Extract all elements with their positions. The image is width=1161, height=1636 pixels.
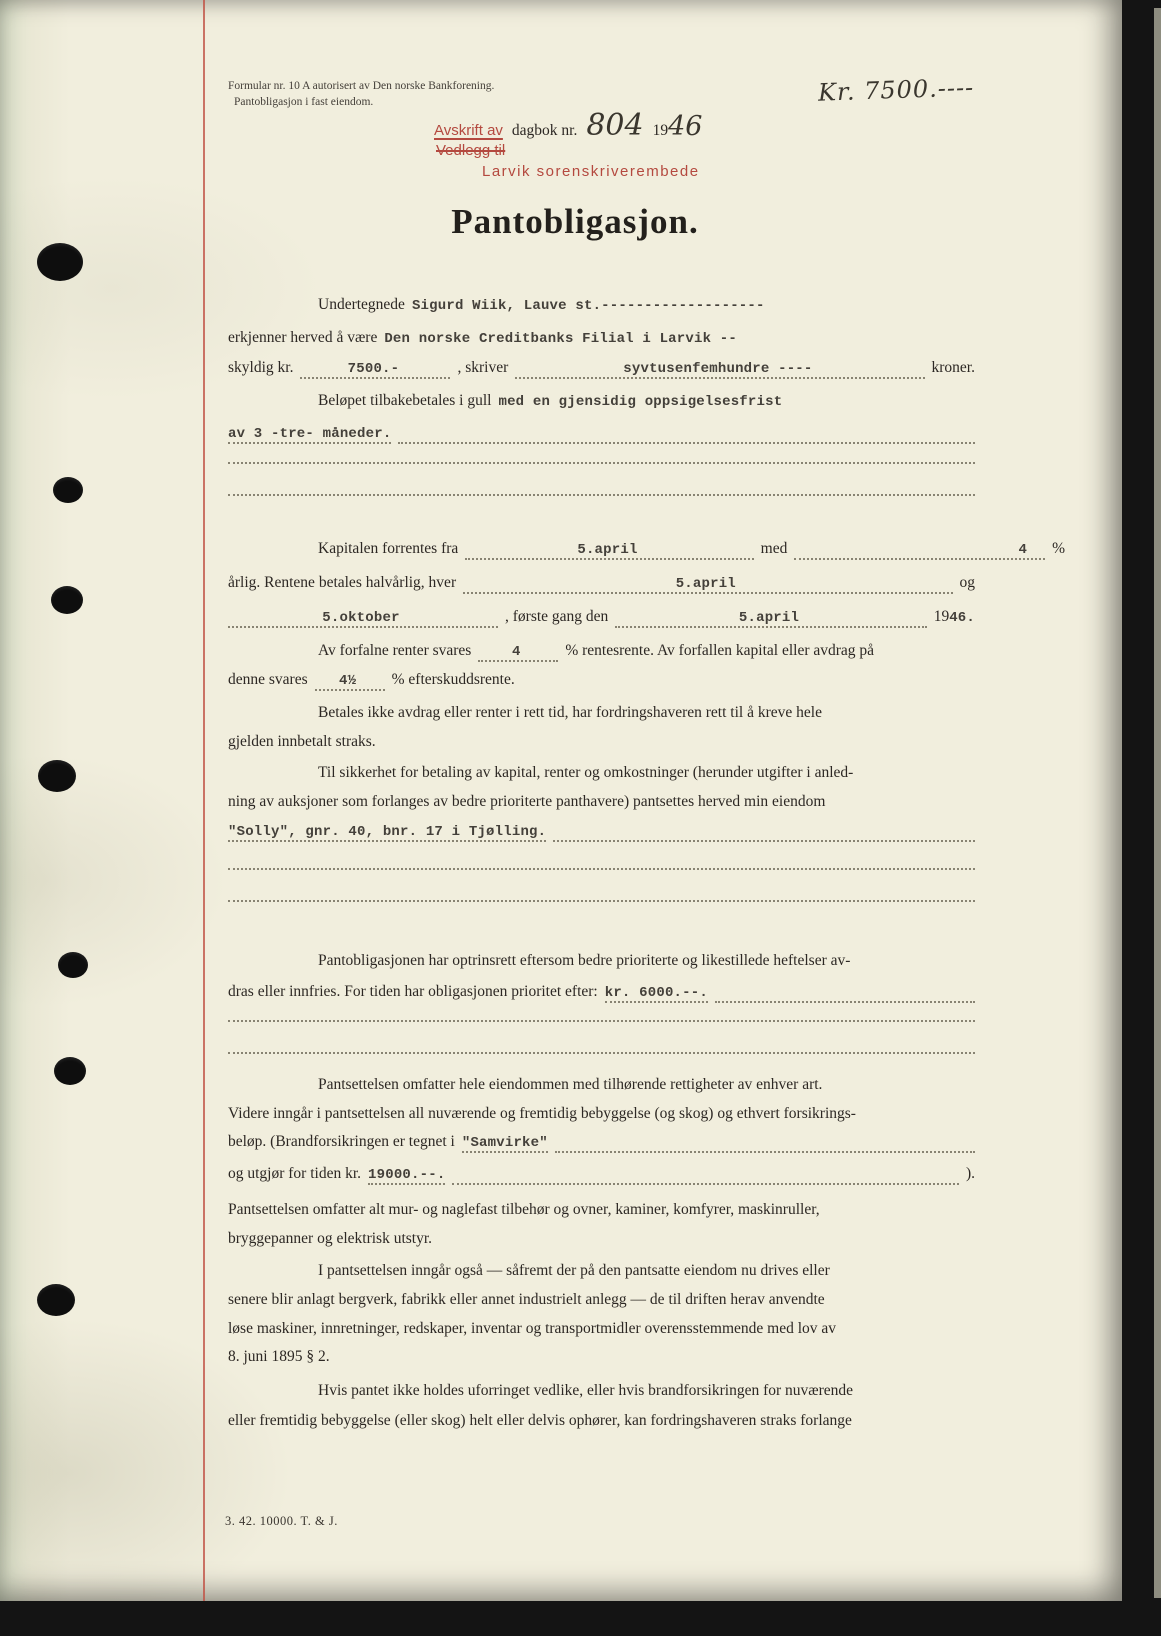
dotted-fill (300, 359, 450, 379)
line-industry-3 (228, 1320, 975, 1338)
typed-amount: 7500.- (347, 361, 400, 377)
year-group (934, 608, 975, 626)
typed-debtor-name: Sigurd Wiik, Lauve st.------------------- (411, 298, 765, 314)
dotted-rule (228, 462, 975, 464)
line-insurance-company (228, 1133, 975, 1153)
punch-hole (53, 477, 83, 503)
dotted-fill (465, 540, 753, 560)
typed-date: 5.april (577, 542, 638, 558)
typed-notice-months: av 3 -tre- måneder. (228, 426, 392, 442)
printed-text: Av forfalne renter svares (318, 642, 472, 659)
line-fixtures-1 (228, 1201, 975, 1219)
printed-text: med (760, 540, 788, 557)
dotted-fill (715, 983, 975, 1003)
printed-text: bryggepanner og elektrisk utstyr. (228, 1230, 433, 1247)
dagbok-year-printed: 19 (652, 122, 669, 139)
line-fixtures-2 (228, 1230, 975, 1248)
printed-text: løse maskiner, innretninger, redskaper, inventar og transportmidler overensstemmende med lov av (228, 1320, 837, 1337)
dotted-fill (555, 1133, 975, 1153)
typed-creditor-name: Den norske Creditbanks Filial i Larvik -- (384, 331, 737, 347)
dotted-rule (228, 1052, 975, 1054)
dotted-rule (228, 868, 975, 870)
printed-text: senere blir anlagt bergverk, fabrikk eller annet industrielt anlegg — de til driften herav anvendte (228, 1291, 825, 1308)
printed-text: og (959, 574, 975, 591)
line-default-clause-2 (228, 733, 975, 751)
dagbok-label: dagbok nr. (511, 122, 578, 139)
dotted-rule (228, 494, 975, 496)
line-maintenance-2 (228, 1412, 975, 1430)
punch-hole (58, 952, 88, 978)
line-interest-halfyear (228, 574, 975, 594)
typed-rate: 4 (512, 644, 521, 660)
stamp-vedlegg-strikethrough: Vedlegg til (436, 142, 506, 159)
dotted-fill (553, 822, 975, 842)
printed-text: 8. juni 1895 § 2. (228, 1348, 330, 1365)
printed-text: ning av auksjoner som forlanges av bedre prioriterte panthavere) pantsettes herved min eiendom (228, 793, 826, 810)
line-debtor (228, 296, 1065, 314)
printed-text: erkjenner herved å være (228, 329, 378, 346)
printed-text: Pantsettelsen omfatter hele eiendommen med tilhørende rettigheter av enhver art. (318, 1076, 823, 1093)
printed-text: I pantsettelsen inngår også — såfremt der på den pantsatte eiendom nu drives eller (318, 1262, 830, 1279)
dotted-rule (228, 1020, 975, 1022)
typed-date: 5.april (675, 576, 736, 592)
punch-hole (54, 1057, 86, 1085)
form-imprint-line1: Formular nr. 10 A autorisert av Den norske Bankforening. (228, 80, 495, 92)
line-interest-from (228, 540, 1065, 560)
dotted-fill (315, 671, 385, 691)
typed-year: 46. (949, 610, 975, 626)
dotted-fill (794, 540, 1045, 560)
line-security-clause-1 (228, 764, 1065, 782)
typed-insurer: "Samvirke" (461, 1135, 548, 1151)
printed-text: Kapitalen forrentes fra (318, 540, 459, 557)
line-industry-4 (228, 1348, 975, 1366)
dotted-fill (515, 359, 924, 379)
printed-text: Pantobligasjonen har optrinsrett eftersom bedre prioriterte og likestillede heftelser av- (318, 952, 851, 969)
line-penalty-interest (228, 671, 975, 691)
printed-text: Til sikkerhet for betaling av kapital, renter og omkostninger (herunder utgifter i anled- (318, 764, 854, 781)
line-priority-1 (228, 952, 1065, 970)
line-industry-2 (228, 1291, 975, 1309)
adjacent-page-edge (1154, 8, 1161, 1598)
line-security-clause-2 (228, 793, 975, 811)
line-creditor (228, 329, 975, 347)
printed-text: kroner. (931, 359, 975, 376)
dotted-fill (478, 642, 558, 662)
typed-amount-words: syvtusenfemhundre ---- (623, 361, 813, 377)
dotted-fill (228, 608, 498, 628)
dotted-fill (452, 1165, 959, 1185)
punch-hole (51, 586, 83, 614)
dotted-fill (398, 424, 975, 444)
stamp-court-office: Larvik sorenskriverembede (482, 163, 700, 180)
punch-hole (37, 1284, 75, 1316)
typed-date: 5.oktober (322, 610, 400, 626)
printed-text: Betales ikke avdrag eller renter i rett tid, har fordringshaveren rett til å kreve hele (318, 704, 822, 721)
line-default-clause-1 (228, 704, 1065, 722)
dagbok-entry (434, 108, 702, 143)
form-imprint-line2: Pantobligasjon i fast eiendom. (234, 96, 374, 109)
printed-text: , skriver (457, 359, 509, 376)
dotted-fill (463, 574, 952, 594)
line-scope-1 (228, 1076, 1065, 1094)
line-amount (228, 359, 975, 379)
typed-priority-amount: kr. 6000.--. (604, 985, 708, 1001)
amount-annotation: Kr. 7500.---- (817, 73, 975, 107)
printed-text: Beløpet tilbakebetales i gull (318, 392, 492, 409)
printed-text: dras eller innfries. For tiden har obligasjonen prioritet efter: (228, 983, 598, 1000)
typed-notice-terms: med en gjensidig oppsigelsesfrist (498, 394, 783, 410)
line-insurance-amount (228, 1165, 975, 1185)
line-notice-period (228, 424, 975, 444)
printed-text: eller fremtidig bebyggelse (eller skog) helt eller delvis ophører, kan fordringshaveren straks forlange (228, 1412, 852, 1429)
printed-text: Pantsettelsen omfatter alt mur- og naglefast tilbehør og ovner, kaminer, komfyrer, maskinruller, (228, 1201, 820, 1218)
line-compound-interest (228, 642, 1065, 662)
line-property-description (228, 822, 975, 842)
printed-text: årlig. Rentene betales halvårlig, hver (228, 574, 457, 591)
printed-text: Hvis pantet ikke holdes uforringet vedlike, eller hvis brandforsikringen for nuværende (318, 1382, 854, 1399)
printed-text: og utgjør for tiden kr. (228, 1165, 362, 1182)
line-industry-1 (228, 1262, 1065, 1280)
line-first-payment (228, 608, 975, 628)
punch-hole (37, 243, 83, 281)
printed-text: Videre inngår i pantsettelsen all nuværende og fremtidig bebyggelse (og skog) og ethvert forsikrings- (228, 1105, 856, 1122)
dagbok-year-written: 46 (668, 111, 703, 142)
typed-date: 5.april (738, 610, 800, 626)
line-repayment (228, 392, 1065, 410)
typed-rate: 4 (1018, 542, 1028, 558)
typed-insurance-amount: 19000.--. (368, 1167, 446, 1183)
printed-text: % rentesrente. Av forfallen kapital eller avdrag på (565, 642, 875, 659)
dotted-rule (228, 900, 975, 902)
typed-property: "Solly", gnr. 40, bnr. 17 i Tjølling. (228, 824, 547, 840)
typed-rate: 4½ (339, 673, 357, 689)
stamp-avskrift: Avskrift av (434, 122, 503, 139)
printed-text: , første gang den (505, 608, 609, 625)
dagbok-number: 804 (586, 108, 644, 143)
printed-text: gjelden innbetalt straks. (228, 733, 376, 750)
printed-text: denne svares (228, 671, 308, 688)
punch-hole (38, 760, 76, 792)
printed-text: skyldig kr. (228, 359, 294, 376)
printed-text: beløp. (Brandforsikringen er tegnet i (228, 1133, 455, 1150)
line-priority-2 (228, 983, 975, 1003)
printed-year-prefix: 19 (933, 608, 950, 625)
dotted-fill (615, 608, 926, 628)
document-title: Pantobligasjon. (451, 202, 699, 241)
line-maintenance-1 (228, 1382, 1065, 1400)
dagbok-year (653, 111, 703, 142)
form-imprint (228, 78, 494, 110)
printed-text: ). (965, 1165, 975, 1182)
printed-text: % efterskuddsrente. (391, 671, 515, 688)
printed-text: Undertegnede (318, 296, 405, 313)
printed-text: % (1052, 540, 1066, 557)
printer-imprint: 3. 42. 10000. T. & J. (225, 1514, 338, 1528)
line-scope-2 (228, 1105, 975, 1123)
